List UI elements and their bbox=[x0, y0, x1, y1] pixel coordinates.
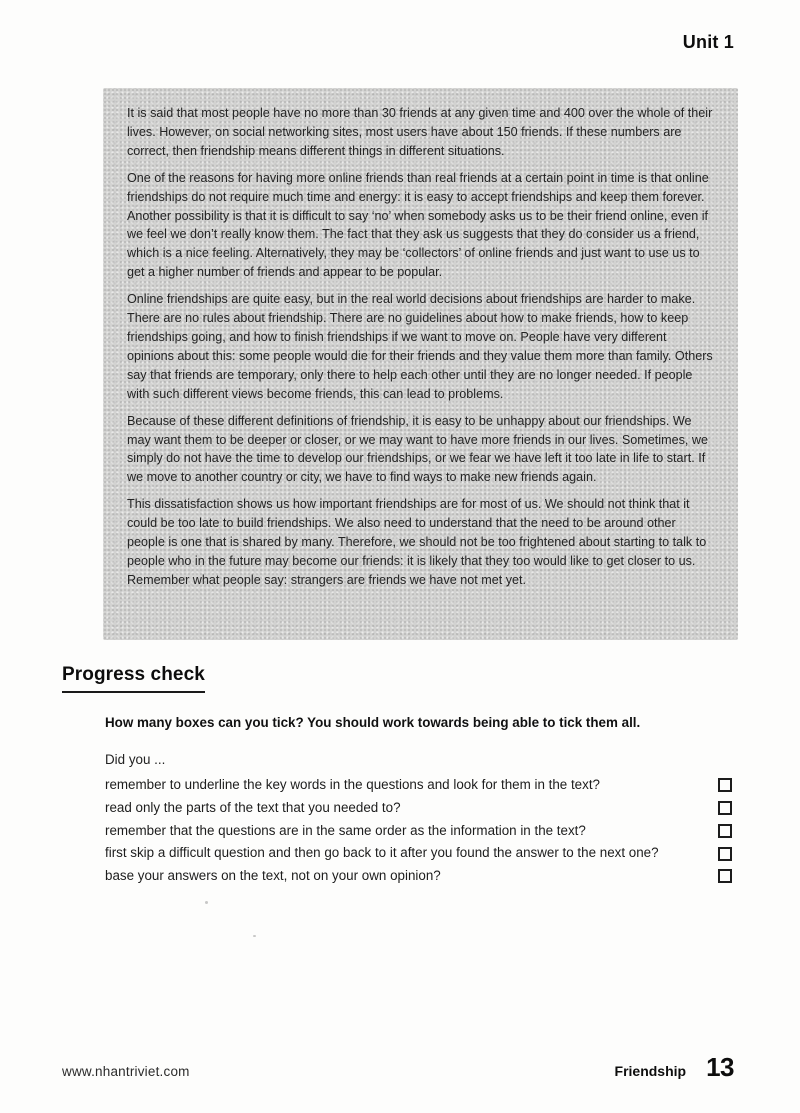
checklist-item-1 bbox=[105, 774, 732, 797]
checklist-item-2 bbox=[105, 797, 732, 820]
tick-checkbox-1[interactable] bbox=[718, 778, 732, 792]
tick-checkbox-3[interactable] bbox=[718, 824, 732, 838]
checklist-item-label: read only the parts of the text that you needed to? bbox=[105, 799, 401, 815]
checklist-item-label: first skip a difficult question and then go back to it after you found the answer to the next one? bbox=[105, 845, 659, 861]
tick-checkbox-4[interactable] bbox=[718, 847, 732, 861]
passage-paragraph-5: This dissatisfaction shows us how important friendships are for most of us. We should not think that it could be too late to build friendships. We also need to understand that the need to be around other people is one that is shared by many. Therefore, we should not be too frightened about starting to talk to people who in the future may become our friends: it is likely that they too would like to get closer to us. Remember what people say: strangers are friends we have not met yet. bbox=[127, 497, 707, 587]
passage-paragraph-1: It is said that most people have no more than 30 friends at any given time and 400 over the whole of their lives. However, on social networking sites, most users have about 150 friends. If these numbers are correct, then friendship means different things in different situations. bbox=[127, 106, 713, 158]
website-url: www.nhantriviet.com bbox=[62, 1064, 190, 1079]
tick-checkbox-2[interactable] bbox=[718, 801, 732, 815]
progress-check-body bbox=[105, 715, 732, 888]
checklist-item-5 bbox=[105, 865, 732, 888]
checklist-item-label: remember to underline the key words in the questions and look for them in the text? bbox=[105, 777, 600, 792]
progress-check-section bbox=[62, 664, 732, 888]
checklist bbox=[105, 751, 732, 888]
scan-speck bbox=[205, 901, 208, 904]
chapter-title: Friendship bbox=[614, 1063, 687, 1079]
progress-check-intro: How many boxes can you tick? You should work towards being able to tick them all. bbox=[105, 715, 641, 730]
checklist-item-label: remember that the questions are in the same order as the information in the text? bbox=[105, 822, 586, 838]
footer-right-group bbox=[615, 1052, 734, 1083]
page-number: 13 bbox=[706, 1052, 734, 1082]
checklist-item-3 bbox=[105, 820, 732, 843]
checklist-lead-in: Did you ... bbox=[105, 752, 166, 767]
page-footer bbox=[62, 1052, 734, 1083]
tick-checkbox-5[interactable] bbox=[718, 869, 732, 883]
scan-speck bbox=[253, 935, 256, 937]
passage-paragraph-3: Online friendships are quite easy, but in the real world decisions about friendships are harder to make. There are no rules about friendship. There are no guidelines about how to make friends, how to keep friendships going, and how to finish friendships if we want to move on. People have very different opinions about this: some people would die for their friends and they value them more than family. Others say that friends are temporary, only there to help each other until they are no longer needed. If people with such different views become friends, this can lead to problems. bbox=[127, 292, 713, 401]
checklist-item-4 bbox=[105, 842, 732, 865]
checklist-item-label: base your answers on the text, not on your own opinion? bbox=[105, 868, 441, 884]
passage-paragraph-4: Because of these different definitions of friendship, it is easy to be unhappy about our friendships. We may want them to be deeper or closer, or we may want to have more friends in our lives. Sometimes, we simply do not have the time to develop our friendships, or we fear we have left it too late in life to start. If we move to another country or city, we have to find ways to make new friends again. bbox=[127, 413, 708, 485]
passage-paragraph-2: One of the reasons for having more online friends than real friends at a certain point in time is that online friendships do not require much time and energy: it is easy to accept friendships and keep them forever. Another possibility is that it is difficult to say ‘no’ when somebody asks us to be their friend online, even if we feel we don’t really know them. The fact that they ask us suggests that they do consider us a friend, which is a nice feeling. Alternatively, they may be ‘collectors’ of online friends and just want to use us to get a higher number of friends and appear to be popular. bbox=[127, 170, 709, 280]
unit-label: Unit 1 bbox=[682, 32, 734, 52]
progress-check-heading: Progress check bbox=[62, 664, 205, 693]
reading-passage bbox=[103, 88, 738, 640]
